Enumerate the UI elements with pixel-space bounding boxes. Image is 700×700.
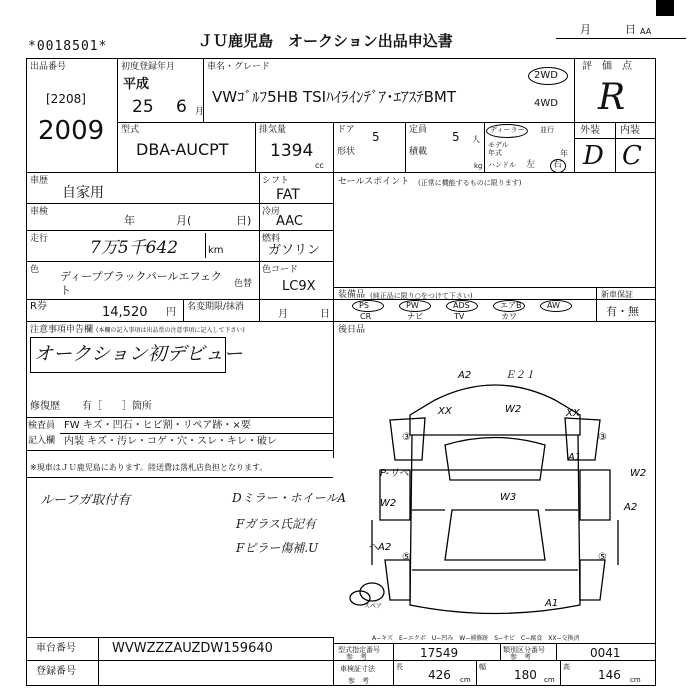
remark-right-3: Fピラー傷補.U [236,541,319,555]
remark-right-2: Fガラス氏記有 [236,517,316,531]
doors-label: ドア [337,125,355,135]
color-code-label: 色コード [262,265,299,275]
capacity-label: 定員 [409,125,428,135]
equipment-name: TV [454,312,465,321]
meishou-label: 名変期限/抹消 [187,302,245,312]
notes-label: 注意事項申告欄 [30,325,94,335]
diagram-mark: A2 [458,370,472,381]
diagram-mark: W2 [630,468,647,479]
diagram-mark: A1 [545,598,559,609]
recycle-value: 14,520 [102,305,148,320]
drive-2wd: 2WD [534,70,558,81]
rule [596,287,597,321]
rule [26,230,333,231]
serial-number: *0018501* [28,39,108,54]
inspector-row-1: FW キズ・凹石・ヒビ割・リペア跡・×要 [64,420,251,431]
inspection-label: 車検 [30,207,49,217]
length-label: 長 [396,663,403,671]
meishou-month: 月 [278,309,288,320]
rule [60,433,333,434]
transport-note: ※現車はＪＵ鹿児島にあります。陸送費は落札店負担となります。 [30,463,268,472]
width-unit: cm [544,676,555,684]
diagram-mark: W2 [505,404,522,415]
recycle-label: R券 [30,301,47,312]
fuel-label: 燃料 [262,234,281,244]
capacity-unit: 人 [472,135,480,144]
height-unit: cm [630,676,641,684]
history-value: 自家用 [62,185,104,201]
diagram-mark: ③ [598,432,607,443]
rule [183,299,184,321]
date-month: 月 [580,23,591,36]
diagram-legend: A−キズ E−エクボ U−凹み W−補修跡 S−サビ C−腐食 XX−交換済 [372,635,580,642]
equipment-name: ナビ [407,312,423,321]
cc-value: 1394 [270,141,314,161]
rule [393,643,394,686]
diagram-mark: A2 [624,502,638,513]
rule [26,203,333,204]
rule [26,321,656,322]
shift-label: シフト [262,176,290,186]
date-day: 日 [625,23,636,36]
rule [26,660,656,661]
diagram-mark: XX [438,406,452,417]
name-label: 車名・グレード [207,62,271,72]
inspector-row-2: 内装 キズ・汚レ・コゲ・穴・スレ・キレ・破レ [64,436,277,447]
mileage-value: 7万5千642 [90,238,179,258]
type-number-value: 17549 [420,646,459,660]
rule [117,122,574,123]
new-car-warranty-label: 新車保証 [601,290,633,299]
repair-label: 修復歴 [30,401,60,412]
class-number-sub: 参 考 [510,653,531,661]
rule [26,450,333,451]
inspection-day: 日) [236,214,252,227]
length-unit: cm [460,676,471,684]
rule [205,233,206,258]
cc-unit: cc [315,161,324,170]
reg-year: 25 [132,97,154,117]
rule [333,637,334,686]
rule [117,58,118,172]
diagram-mark: Ｅ２１ [505,370,535,381]
reg-number-label: 登録番号 [36,666,76,677]
class-number-value: 0041 [590,646,621,660]
vehicle-damage-diagram [340,360,650,630]
equipment-code: PW [406,301,419,310]
rule [333,287,656,288]
reg-month: 6 [176,97,187,117]
score-value: R [598,77,626,118]
inspection-month: 月( [176,214,192,227]
sales-label: セールスポイント [338,177,410,187]
equipment-name: CR [360,312,372,321]
recycle-unit: 円 [166,307,176,318]
rule [98,637,99,686]
mileage-unit: km [208,245,224,256]
lot-small: [2208] [46,92,86,106]
capacity-value: 5 [452,130,460,144]
rule [255,122,256,172]
dealer-label: ディーラー [490,126,525,134]
reg-era: 平成 [123,77,150,92]
rule [333,122,334,172]
rule [333,643,656,644]
rule [26,261,333,262]
diagram-mark: P-リペ [380,468,409,479]
equipment-code: PS [359,301,369,310]
rule [615,122,616,172]
model-year-label-2: 年式 [488,149,502,157]
form-title: ＪＵ鹿児島 オークション出品申込書 [198,32,453,50]
type-number-sub: 参 考 [346,653,367,661]
equipment-code: エアB [500,301,522,310]
mileage-label: 走行 [30,234,49,244]
rule [574,58,575,172]
load-label: 積載 [409,147,428,157]
new-car-warranty-value: 有・無 [606,305,639,318]
diagram-mark: スペア [364,603,383,610]
color-code-value: LC9X [282,279,316,294]
diagram-mark: ③ [402,432,411,443]
remark-right-1: Dミラー・ホイールA [232,491,347,505]
cc-label: 排気量 [259,125,287,135]
shift-value: FAT [276,187,300,203]
width-value: 180 [514,668,537,682]
doors-value: 5 [372,130,380,144]
diagram-mark: A1 [568,452,582,463]
reg-label: 初度登録年月 [121,62,176,72]
equipment-code: AW [547,301,560,310]
lot-number: 2009 [38,116,105,146]
load-unit: kg [474,162,483,170]
vehicle-name: VWｺﾞﾙﾌ5HB TSIﾊｲﾗｲﾝﾃﾞｱ･ｴｱｽﾃBMT [212,88,456,106]
model-year-label-1: モデル [488,141,509,149]
inspection-year: 年 [124,214,135,227]
model-code: DBA-AUCPT [136,140,229,159]
dimensions-label: 車検証寸法 [340,665,375,673]
notes-value: オークション初デビュー [34,343,243,365]
interior-grade: C [622,141,642,171]
parallel-label: 並行 [540,126,554,134]
diagram-mark: ヘA2 [368,542,392,553]
dimensions-sub: 参 考 [348,677,369,685]
lot-label: 出品番号 [30,62,67,72]
ac-value: AAC [276,214,303,229]
rule [476,660,477,686]
handle-right: 右 [553,160,563,170]
diagram-mark: ⑤ [598,552,607,563]
meishou-day: 日 [320,309,330,320]
vin-value: WVWZZZAUZDW159640 [112,641,273,656]
diagram-mark: XX [566,408,580,419]
sales-sub: (正常に機能するものに限ります) [418,179,522,187]
rule [26,417,333,418]
height-value: 146 [598,668,621,682]
vin-label: 車台番号 [36,643,76,654]
class-number-label: 類別区分番号 [503,646,545,654]
rule [26,477,333,478]
equipment-label: 装備品 [338,290,366,300]
rule [484,122,485,172]
length-value: 426 [428,668,451,682]
date-suffix: AA [640,27,652,36]
rule [333,172,334,458]
exterior-label: 外装 [580,125,600,136]
drive-4wd: 4WD [534,98,558,109]
height-label: 高 [563,663,570,671]
shape-label: 形状 [337,147,356,157]
color-change-label: 色替 [234,279,253,289]
inspector-label-1: 検査員 [28,421,56,431]
date-underline [556,38,686,39]
rule [560,660,561,686]
exterior-grade: D [583,141,604,171]
score-label: 評 価 点 [582,61,632,72]
equipment-sub: (純正品に限り○をつけて下さい) [370,292,473,300]
rule [556,643,557,660]
history-label: 車歴 [30,176,49,186]
model-year-unit: 年 [560,149,568,158]
ac-label: 冷房 [262,207,281,217]
rule [500,643,501,660]
diagram-mark: W3 [500,492,517,503]
handle-label: ハンドル [488,161,516,169]
corner-mark [656,0,674,16]
remark-left: ルーフガ取付有 [40,493,131,508]
reg-month-unit: 月 [195,107,205,117]
notes-sub: (本欄の記入事項は出品票の注意事項に記入して下さい) [96,327,245,334]
handle-left: 左 [526,160,536,170]
color-label: 色 [30,265,40,275]
rule [26,637,333,638]
repair-value: 有［ ］箇所 [82,401,152,412]
diagram-mark: ⑤ [402,552,411,563]
equipment-name: カワ [501,312,517,321]
seat-label: 後日品 [338,325,366,335]
rule [405,122,406,172]
interior-label: 内装 [620,125,640,136]
diagram-mark: W2 [380,498,397,509]
inspector-label-2: 記入欄 [28,436,56,446]
model-label: 型式 [121,125,140,135]
width-label: 幅 [479,663,486,671]
equipment-code: ADS [453,301,470,310]
color-value: ディープブラックパールエフェクト [60,270,222,297]
type-number-label: 型式指定番号 [338,646,380,654]
fuel-value: ガソリン [268,243,321,258]
